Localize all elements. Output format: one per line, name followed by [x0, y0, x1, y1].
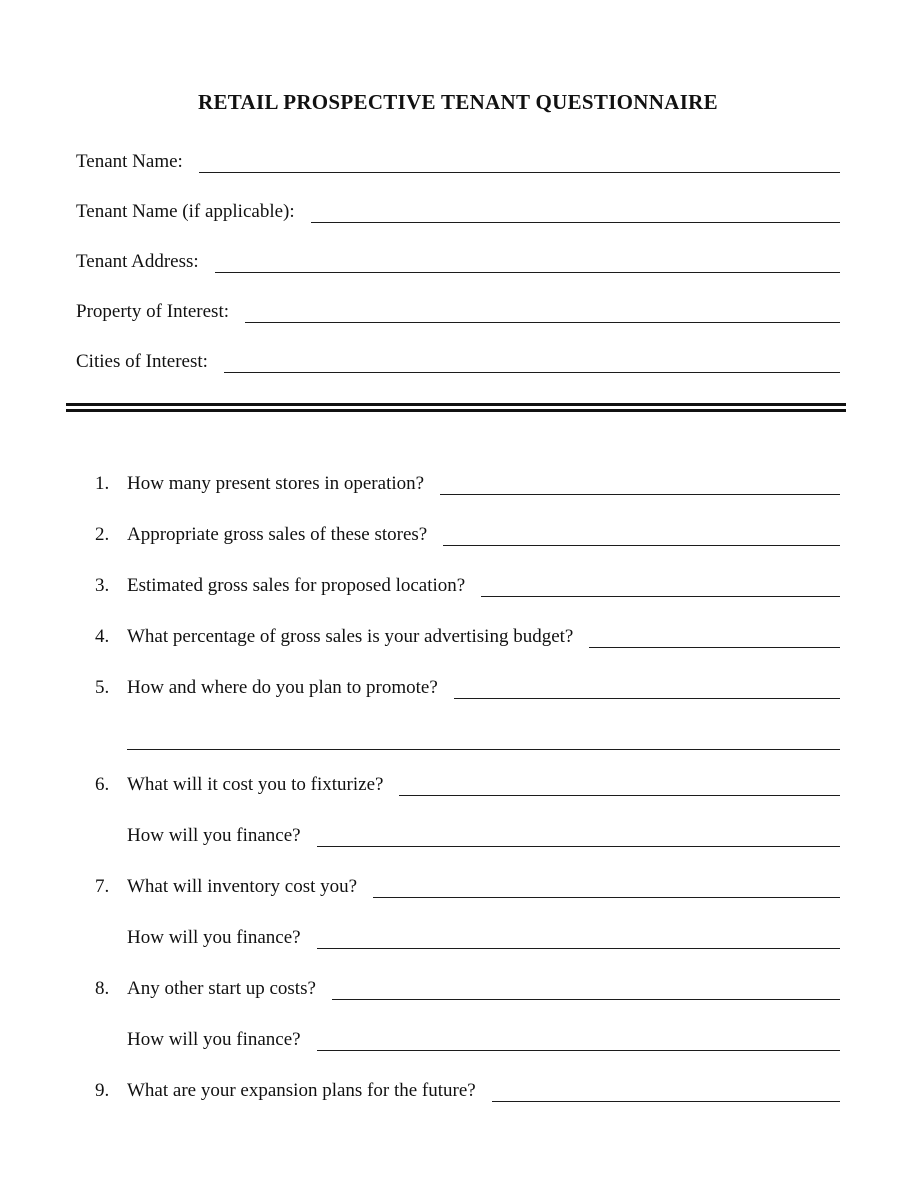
question-4-text: What percentage of gross sales is your advertising budget?: [127, 626, 574, 647]
question-3-answer-line[interactable]: [481, 571, 840, 597]
question-4: [76, 623, 840, 648]
question-8-answer-line[interactable]: [332, 974, 840, 1000]
question-6-answer-line[interactable]: [399, 770, 840, 796]
question-8-sub: [76, 1026, 840, 1051]
question-9-answer-line[interactable]: [492, 1076, 840, 1102]
question-9-number: 9.: [95, 1080, 110, 1101]
question-3-text: Estimated gross sales for proposed location?: [127, 575, 466, 596]
tenant-name-alt-input-line[interactable]: [311, 198, 840, 223]
question-7-sub: [76, 924, 840, 949]
field-tenant-address: [76, 249, 840, 273]
field-tenant-name: [76, 149, 840, 173]
property-of-interest-input-line[interactable]: [245, 298, 840, 323]
question-6-number: 6.: [95, 774, 110, 795]
question-5: [76, 674, 840, 699]
question-5-answer-line[interactable]: [454, 673, 840, 699]
question-8: [76, 975, 840, 1000]
question-2: [76, 521, 840, 546]
tenant-name-alt-label: Tenant Name (if applicable):: [76, 201, 295, 222]
question-7-number: 7.: [95, 876, 110, 897]
question-8-text: Any other start up costs?: [127, 978, 316, 999]
question-1-answer-line[interactable]: [440, 469, 840, 495]
section-divider: [66, 403, 846, 412]
question-6-sub: [76, 822, 840, 847]
question-8-number: 8.: [95, 978, 110, 999]
field-property-of-interest: [76, 299, 840, 323]
field-cities-of-interest: [76, 349, 840, 373]
question-8-sub-text: How will you finance?: [127, 1029, 301, 1050]
question-3-number: 3.: [95, 575, 110, 596]
question-7-answer-line[interactable]: [373, 872, 840, 898]
question-7-sub-text: How will you finance?: [127, 927, 301, 948]
question-1-text: How many present stores in operation?: [127, 473, 425, 494]
property-of-interest-label: Property of Interest:: [76, 301, 230, 322]
question-8-sub-answer-line[interactable]: [317, 1025, 840, 1051]
question-2-text: Appropriate gross sales of these stores?: [127, 524, 428, 545]
cities-of-interest-label: Cities of Interest:: [76, 351, 208, 372]
question-5-answer-line-2[interactable]: [127, 724, 840, 750]
question-5-text: How and where do you plan to promote?: [127, 677, 438, 698]
question-7-sub-answer-line[interactable]: [317, 923, 840, 949]
question-3: [76, 572, 840, 597]
cities-of-interest-input-line[interactable]: [224, 348, 840, 373]
question-9-text: What are your expansion plans for the future?: [127, 1080, 476, 1101]
tenant-address-input-line[interactable]: [215, 248, 840, 273]
question-6: [76, 771, 840, 796]
question-6-text: What will it cost you to fixturize?: [127, 774, 384, 795]
question-7: [76, 873, 840, 898]
question-5-number: 5.: [95, 677, 110, 698]
question-5-answer-continuation: [76, 725, 840, 750]
question-7-text: What will inventory cost you?: [127, 876, 358, 897]
tenant-name-input-line[interactable]: [199, 148, 840, 173]
question-6-sub-text: How will you finance?: [127, 825, 301, 846]
question-2-answer-line[interactable]: [443, 520, 840, 546]
question-1-number: 1.: [95, 473, 110, 494]
question-6-sub-answer-line[interactable]: [317, 821, 840, 847]
question-4-answer-line[interactable]: [589, 622, 840, 648]
tenant-address-label: Tenant Address:: [76, 251, 199, 272]
question-9: [76, 1077, 840, 1102]
question-4-number: 4.: [95, 626, 110, 647]
question-2-number: 2.: [95, 524, 110, 545]
tenant-name-label: Tenant Name:: [76, 151, 183, 172]
page-title: RETAIL PROSPECTIVE TENANT QUESTIONNAIRE: [198, 90, 718, 114]
question-1: [76, 470, 840, 495]
field-tenant-name-alt: [76, 199, 840, 223]
